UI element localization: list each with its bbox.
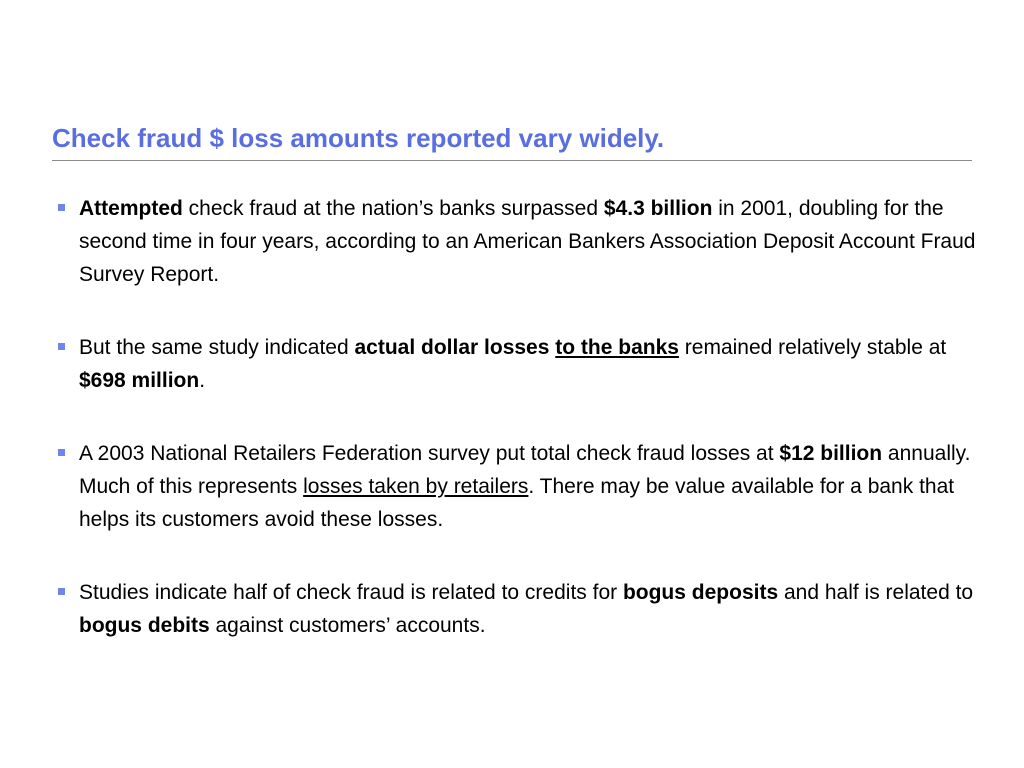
bullet-text — [79, 197, 975, 286]
bullet-item — [0, 192, 1024, 291]
bullet-item — [0, 331, 1024, 397]
bullet-segment: against customers’ accounts. — [209, 614, 486, 637]
bullet-segment: But the same study indicated — [79, 336, 355, 359]
bullet-list — [0, 192, 1024, 642]
bullet-segment: in 2001, doubling for the second time in four years, according to an American Bankers Association Deposit Account Fraud Survey Report. — [79, 197, 976, 286]
bullet-text — [79, 581, 973, 637]
bullet-segment: remained relatively stable at — [678, 336, 947, 359]
bullet-segment: Studies indicate half of check fraud is related to credits for — [79, 581, 623, 604]
title-divider — [52, 160, 972, 161]
bullet-emphasis: Attempted — [79, 197, 183, 220]
bullet-segment: and half is related to — [778, 581, 974, 604]
bullet-segment: check fraud at the nation’s banks surpassed — [182, 197, 604, 220]
bullet-text — [79, 442, 970, 531]
bullet-emphasis: $698 million — [79, 369, 200, 392]
square-bullet-icon — [58, 588, 65, 595]
bullet-emphasis: $12 billion — [779, 442, 883, 465]
bullet-emphasis: bogus deposits — [622, 581, 779, 604]
bullet-item — [0, 437, 1024, 536]
slide-title: Check fraud $ loss amounts reported vary widely. — [52, 123, 665, 153]
square-bullet-icon — [58, 449, 65, 456]
bullet-segment: . — [199, 369, 206, 392]
bullet-emphasis-underlined — [555, 336, 679, 359]
bullet-emphasis: bogus debits — [79, 614, 210, 637]
bullet-item — [0, 576, 1024, 642]
bullet-segment: A 2003 National Retailers Federation survey put total check fraud losses at — [79, 442, 780, 465]
underlined-text: losses taken by retailers — [303, 475, 529, 498]
bullet-text — [79, 336, 946, 392]
square-bullet-icon — [58, 343, 65, 350]
bullet-emphasis: $4.3 billion — [603, 197, 713, 220]
bullet-emphasis: actual dollar losses — [354, 336, 550, 359]
underlined-text: to the banks — [555, 336, 679, 359]
bullet-segment: . There may be value available for a bank that helps its customers avoid these losses. — [79, 475, 955, 531]
bullet-segment: annually. Much of this represents — [79, 442, 971, 498]
square-bullet-icon — [58, 204, 65, 211]
